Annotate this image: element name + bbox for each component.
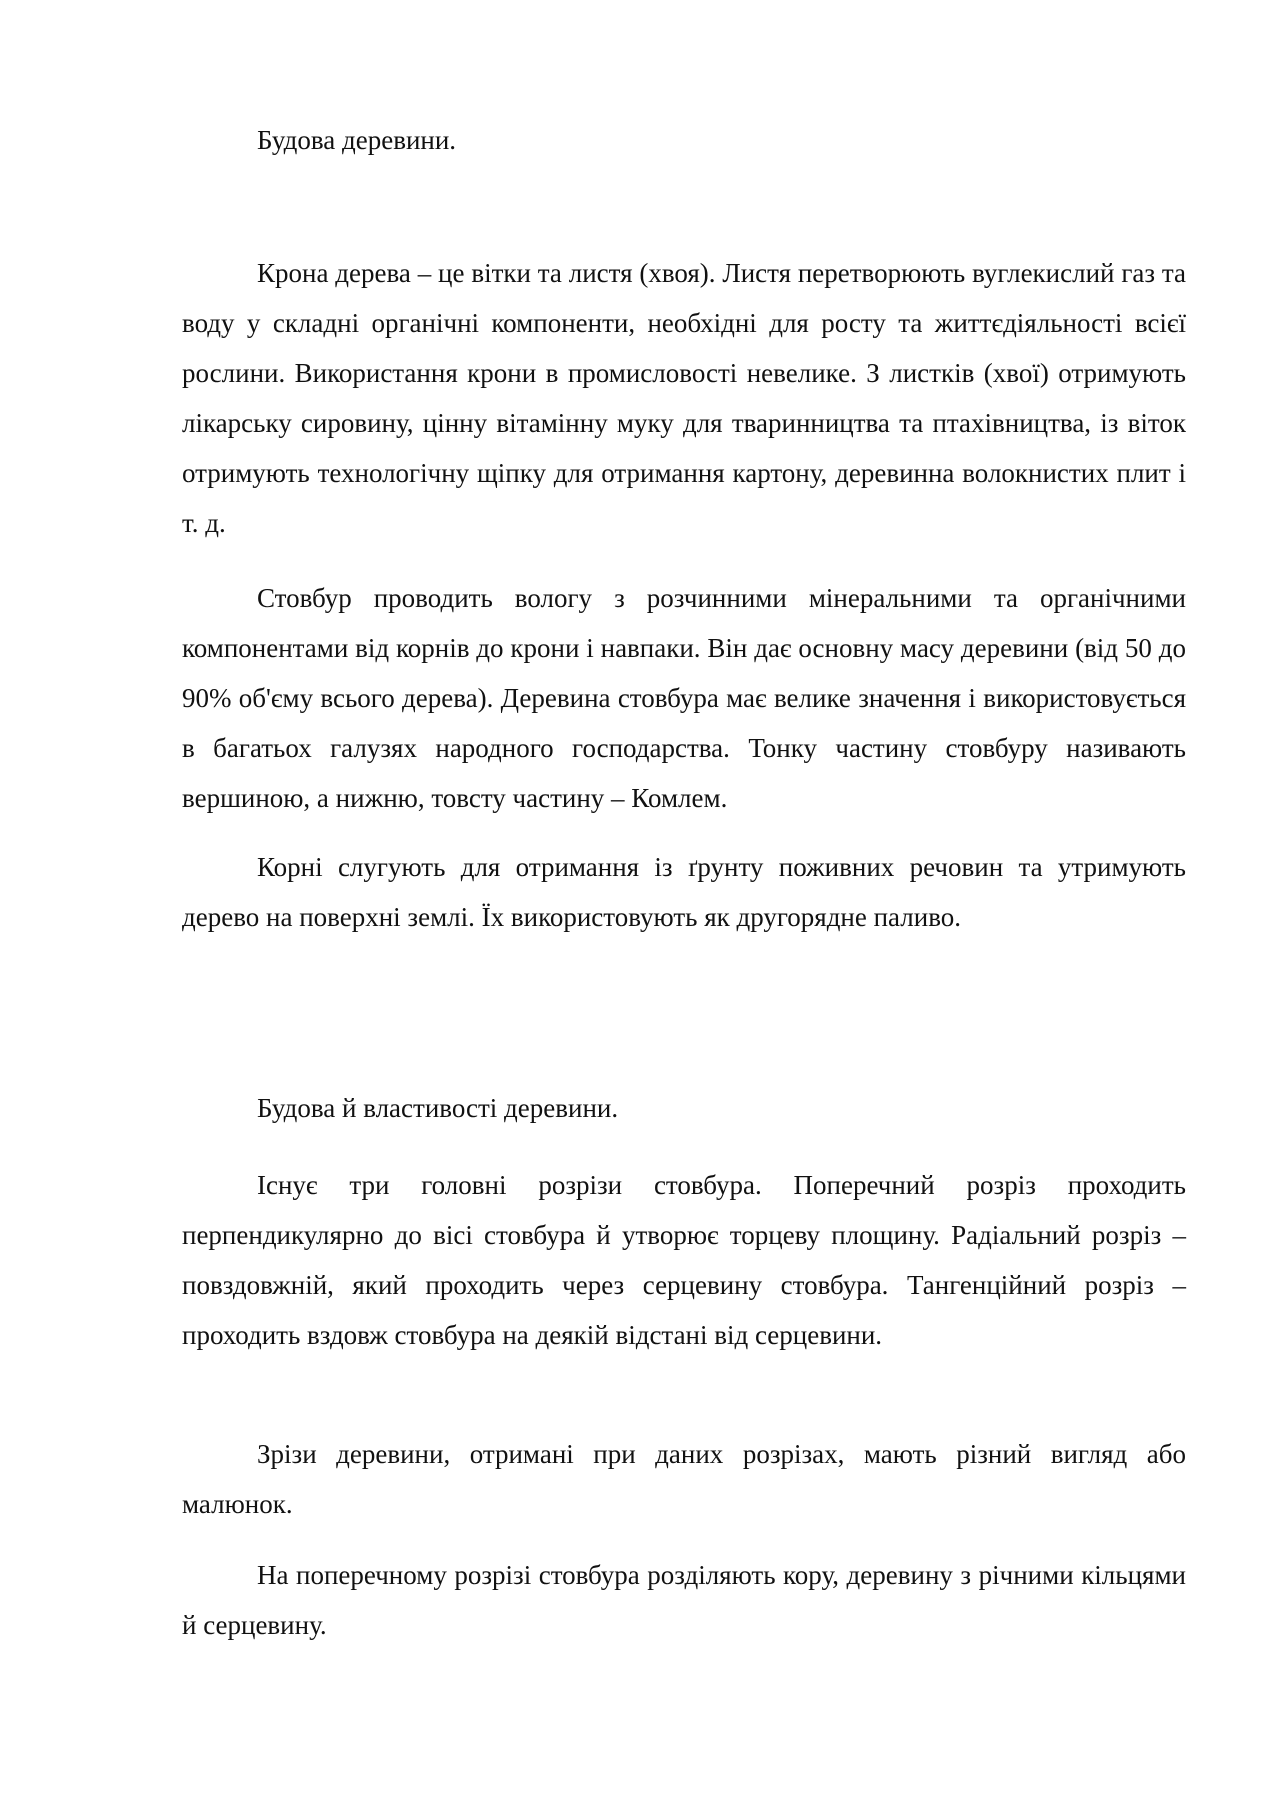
paragraph-wood-cuts: Зрізи деревини, отримані при даних розрізах, мають різний вигляд або малюнок.: [182, 1439, 1186, 1519]
section-heading-wood-structure: Будова деревини.: [257, 125, 457, 155]
paragraph-cross-section: На поперечному розрізі стовбура розділяють кору, деревину з річними кільцями й серцевину.: [182, 1560, 1186, 1640]
paragraph-roots: Корні слугують для отримання із ґрунту поживних речовин та утримують дерево на поверхні землі. Їх використовують як другорядне паливо.: [182, 852, 1186, 932]
paragraph-crown: Крона дерева – це вітки та листя (хвоя). Листя перетворюють вуглекислий газ та воду у складні органічні компоненти, необхідні для росту та життєдіяльності всієї рослини. Використання крони в промисловості невелике. З листків (хвої) отримують лікарську сировину, цінну вітамінну муку для тваринництва та птахівництва, із віток отримують технологічну щіпку для отримання картону, деревинна волокнистих плит і т. д.: [182, 258, 1186, 538]
paragraph-trunk: Стовбур проводить вологу з розчинними мінеральними та органічними компонентами від корнів до крони і навпаки. Він дає основну масу деревини (від 50 до 90% об'єму всього дерева). Деревина стовбура має велике значення і використовується в багатьох галузях народного господарства. Тонку частину стовбуру називають вершиною, а нижню, товсту частину – Комлем.: [182, 583, 1186, 813]
paragraph-trunk-sections: Існує три головні розрізи стовбура. Поперечний розріз проходить перпендикулярно до вісі стовбура й утворює торцеву площину. Радіальний розріз – повздовжній, який проходить через серцевину стовбура. Тангенційний розріз – проходить вздовж стовбура на деякій відстані від серцевини.: [182, 1170, 1186, 1350]
section-heading-wood-properties: Будова й властивості деревини.: [257, 1093, 619, 1123]
